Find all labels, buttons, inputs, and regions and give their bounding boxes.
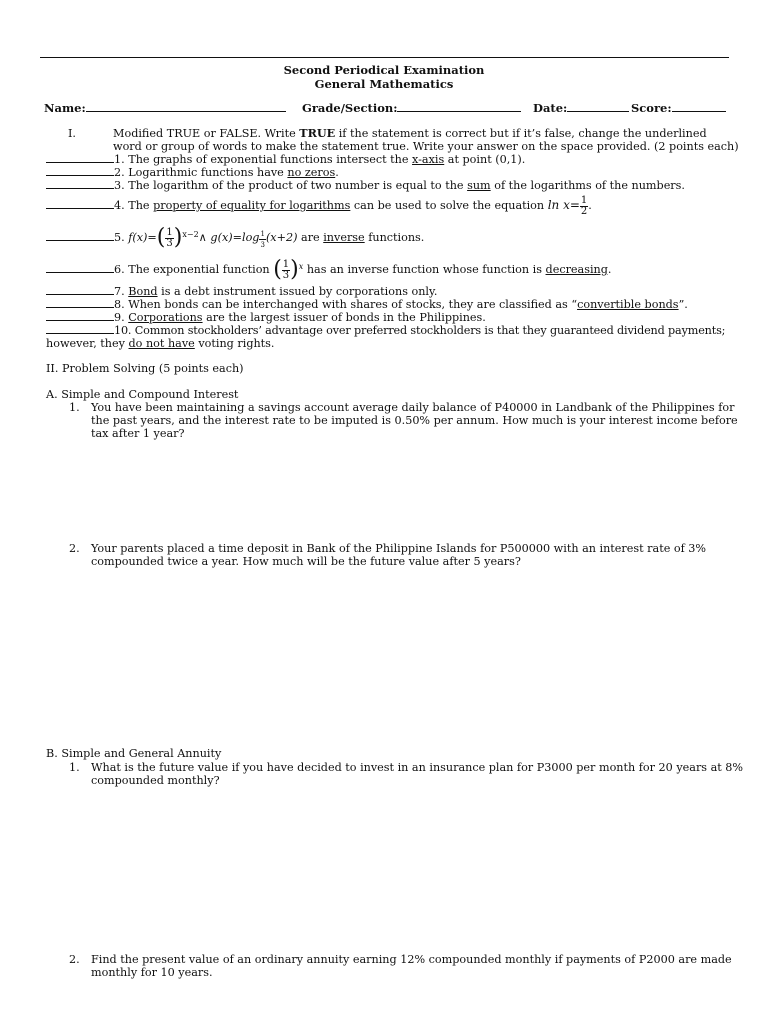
exam-subject: General Mathematics [314,77,454,91]
score-field [631,101,726,115]
math-f: f(x)= [128,231,157,244]
answer-blank-9[interactable] [46,311,114,321]
item-underlined: Corporations [128,311,203,324]
problem-a2-line2: compounded twice a year. How much will be the future value after 5 years? [91,555,521,568]
item-text: however, they [46,337,129,350]
name-label: Name: [44,101,86,115]
problem-b1-line1: What is the future value if you have decided to invest in an insurance plan for P3000 per month for 20 years at 8% [91,761,744,774]
part2-heading: II. Problem Solving (5 points each) [46,362,244,375]
answer-blank-1[interactable] [46,153,114,163]
answer-blank-8[interactable] [46,298,114,308]
fraction-numerator: 1 [166,226,173,238]
item-underlined: decreasing [545,263,608,276]
part1-instructions-line2: word or group of words to make the statement true. Write your answer on the space provided. (2 points each) [113,140,739,153]
problem-a1-line1: You have been maintaining a savings account average daily balance of P40000 in Landbank of the Philippines for [91,401,735,414]
item-underlined: property of equality for logarithms [153,199,351,212]
fraction-denominator: 3 [260,241,265,249]
problem-a1-line3: tax after 1 year? [91,427,185,440]
score-label: Score: [631,101,672,115]
fraction-denominator: 3 [166,237,173,249]
problem-a1-line2: the past years, and the interest rate to be imputed is 0.50% per annum. How much is your interest income before [91,414,738,427]
fraction-numerator: 1 [260,230,265,238]
paren-left: ( [273,257,282,282]
paren-right: ) [290,257,299,282]
item-text: are the largest issuer of bonds in the Philippines. [202,311,486,324]
item-text: 8. When bonds can be interchanged with shares of stocks, they are classified as “ [114,298,578,311]
grade-field [302,101,521,115]
math-ln: ln x= [547,198,580,212]
answer-blank-3[interactable] [46,179,114,189]
item-text: are [297,231,324,244]
problem-b2-line1: Find the present value of an ordinary annuity earning 12% compounded monthly if payments of P2000 are made [91,953,732,966]
math-exponent: x−2 [182,230,199,239]
score-blank[interactable] [672,101,726,112]
grade-label: Grade/Section: [302,101,398,115]
item-underlined: sum [467,179,491,192]
tf-item-8 [46,298,688,311]
item-text: functions. [364,231,425,244]
item-text: has an inverse function whose function is [303,263,546,276]
name-field [44,101,286,115]
item-underlined: do not have [128,337,195,350]
item-text: . [607,263,612,276]
item-text: 2. Logarithmic functions have [114,166,288,179]
math-g: ∧ g(x)=log [198,231,260,244]
tf-item-6 [46,256,611,284]
item-underlined: x-axis [412,153,445,166]
math-arg: (x+2) [265,231,298,244]
item-text: 1. The graphs of exponential functions intersect the [114,153,413,166]
item-text: at point (0,1). [444,153,526,166]
tf-item-10 [46,324,725,337]
instr-true: TRUE [299,126,336,140]
problem-b2-line2: monthly for 10 years. [91,966,213,979]
math-exponent: x [298,262,304,271]
math-fraction [165,228,173,249]
name-blank[interactable] [86,101,286,112]
instr-text-b: if the statement is correct but if it’s false, change the underlined [335,127,707,140]
item-text: voting rights. [194,337,275,350]
answer-blank-7[interactable] [46,285,114,295]
fraction-numerator: 1 [580,194,588,206]
item-text: of the logarithms of the numbers. [490,179,685,192]
fraction-numerator: 1 [282,258,290,270]
problem-b1-number: 1. [69,761,80,774]
answer-blank-5[interactable] [46,231,114,241]
exam-title: Second Periodical Examination [283,63,485,77]
item-underlined: no zeros [287,166,336,179]
tf-item-7 [46,285,437,298]
paren-right: ) [173,225,183,250]
item-text: can be used to solve the equation [350,199,548,212]
section-b-heading: B. Simple and General Annuity [46,747,222,760]
date-blank[interactable] [567,101,629,112]
item-text: ”. [678,298,688,311]
instr-text-a: Modified TRUE or FALSE. Write [113,127,300,140]
date-field [533,101,629,115]
item-underlined: inverse [323,231,365,244]
item-text: 10. Common stockholders’ advantage over preferred stockholders is that they guaranteed dividend payments; [114,324,726,337]
tf-item-4 [46,193,592,218]
problem-a2-number: 2. [69,542,80,555]
answer-blank-4[interactable] [46,199,114,209]
item-underlined: Bond [128,285,158,298]
tf-item-10-cont [46,337,274,350]
item-text: 6. The exponential function [114,263,274,276]
paren-left: ( [156,225,166,250]
answer-blank-2[interactable] [46,166,114,176]
tf-item-1 [46,153,525,166]
tf-item-5 [46,224,424,252]
item-text: is a debt instrument issued by corporations only. [157,285,438,298]
item-text: 3. The logarithm of the product of two number is equal to the [114,179,468,192]
part1-instructions-line1 [113,127,707,140]
math-fraction [580,196,588,217]
item-text: . [588,199,592,212]
item-text: 7. [114,285,129,298]
item-text: 9. [114,311,129,324]
math-fraction [282,260,290,281]
item-text: 5. [114,231,129,244]
problem-a1-number: 1. [69,401,80,414]
item-underlined: convertible bonds [577,298,679,311]
fraction-denominator: 3 [282,269,290,281]
tf-item-9 [46,311,486,324]
part1-numeral: I. [68,127,76,140]
tf-item-3 [46,179,685,192]
answer-blank-6[interactable] [46,263,114,273]
problem-b2-number: 2. [69,953,80,966]
answer-blank-10[interactable] [46,324,114,334]
top-rule [40,57,729,58]
item-text: 4. The [114,199,154,212]
tf-item-2 [46,166,339,179]
date-label: Date: [533,101,568,115]
problem-b1-line2: compounded monthly? [91,774,220,787]
item-text: . [335,166,339,179]
problem-a2-line1: Your parents placed a time deposit in Bank of the Philippine Islands for P500000 with an interest rate of 3% [91,542,707,555]
section-a-heading: A. Simple and Compound Interest [46,388,239,401]
grade-blank[interactable] [397,101,521,112]
fraction-denominator: 2 [580,205,588,217]
